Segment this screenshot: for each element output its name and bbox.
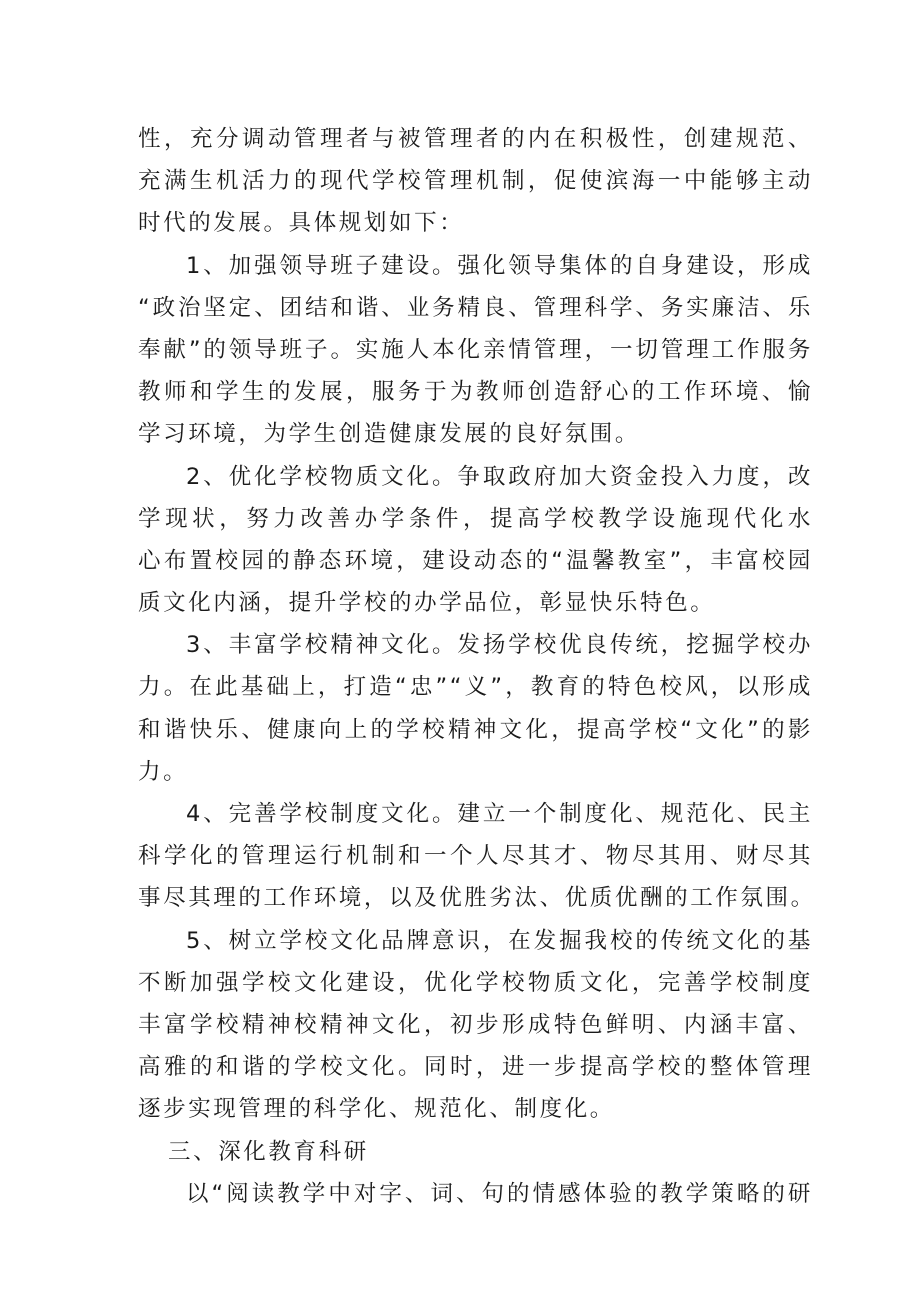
paragraph-4-start: 4、完善学校制度文化。建立一个制度化、规范化、民主 (186, 801, 813, 827)
text-line: 时代的发展。具体规划如下： (138, 210, 465, 237)
text-line: 丰富学校精神校精神文化，初步形成特色鲜明、内涵丰富、 (138, 1011, 813, 1038)
text-line: 和谐快乐、健康向上的学校精神文化，提高学校“文化”的影 (138, 716, 813, 743)
section-heading: 三、深化教育科研 (168, 1138, 369, 1165)
paragraph-5-start: 5、树立学校文化品牌意识，在发掘我校的传统文化的基 (186, 927, 813, 954)
paragraph-2-start: 2、优化学校物质文化。争取政府加大资金投入力度，改 (186, 463, 813, 490)
text-line: 事尽其理的工作环境，以及优胜劣汰、优质优酬的工作氛围。 (138, 885, 816, 912)
text-line: 心布置校园的静态环境，建设动态的“温馨教室”，丰富校园 (138, 547, 813, 574)
text-line: 力。 (138, 758, 189, 785)
text-line: 奉献”的领导班子。实施人本化亲情管理，一切管理工作服务 (138, 336, 813, 363)
text-line: 力。在此基础上，打造“忠”“义”，教育的特色校风，以形成 (138, 674, 813, 701)
paragraph-3-start: 3、丰富学校精神文化。发扬学校优良传统，挖掘学校办 (186, 632, 813, 659)
text-line: 不断加强学校文化建设，优化学校物质文化，完善学校制度 (138, 969, 813, 996)
text-line: “政治坚定、团结和谐、业务精良、管理科学、务实廉洁、乐 (138, 294, 813, 321)
text-line: 学现状，努力改善办学条件，提高学校教学设施现代化水 (138, 505, 813, 532)
text-line: 充满生机活力的现代学校管理机制，促使滨海一中能够主动 (138, 168, 813, 195)
text-line: 学习环境，为学生创造健康发展的良好氛围。 (138, 421, 641, 448)
text-line: 逐步实现管理的科学化、规范化、制度化。 (138, 1096, 615, 1123)
text-line: 高雅的和谐的学校文化。同时，进一步提高学校的整体管理 (138, 1054, 813, 1081)
text-line: 科学化的管理运行机制和一个人尽其才、物尽其用、财尽其 (138, 843, 813, 870)
text-line: 性，充分调动管理者与被管理者的内在积极性，创建规范、 (138, 126, 813, 152)
paragraph-1-start: 1、加强领导班子建设。强化领导集体的自身建设，形成 (186, 252, 813, 279)
document-body (138, 118, 816, 1215)
text-line: 教师和学生的发展，服务于为教师创造舒心的工作环境、愉 (138, 379, 813, 406)
text-line: 质文化内涵，提升学校的办学品位，彰显快乐特色。 (138, 590, 716, 617)
section-3-first-line: 以“阅读教学中对字、词、句的情感体验的教学策略的研 (186, 1180, 813, 1207)
